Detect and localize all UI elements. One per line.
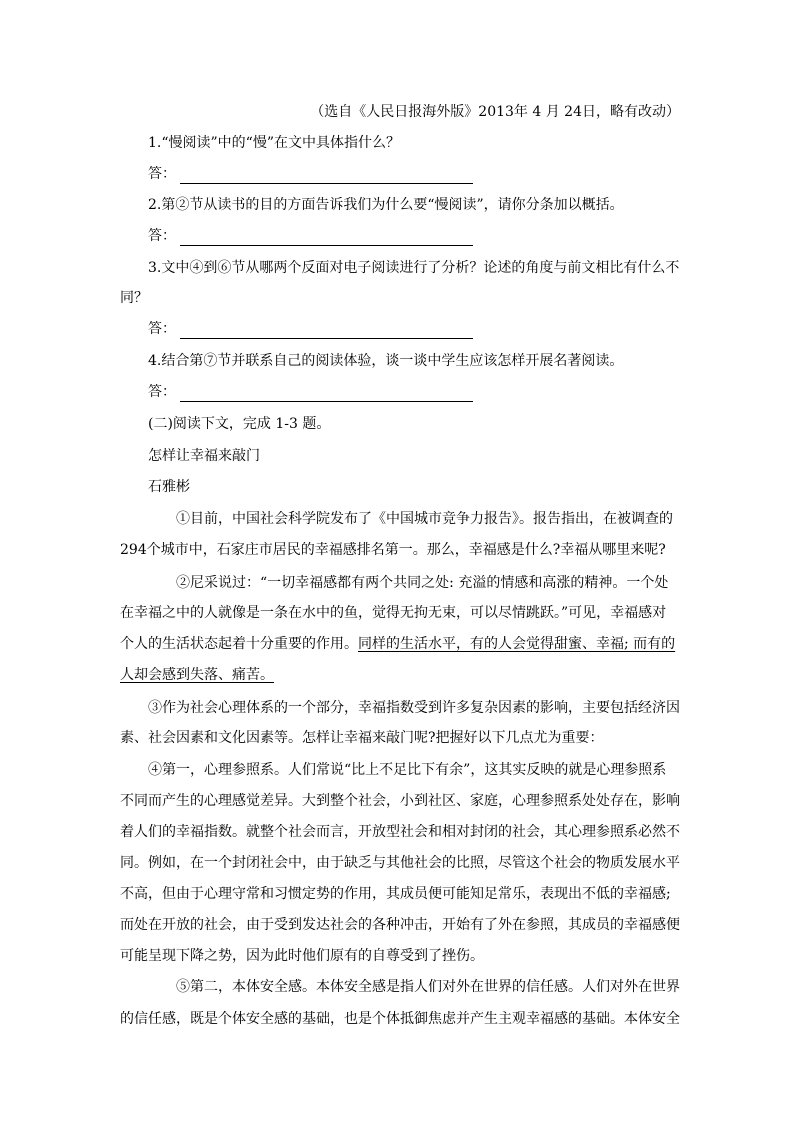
answer-1-row xyxy=(148,164,708,184)
question-3-line-1: 3.文中④到⑥节从哪两个反面对电子阅读进行了分析？论述的角度与前文相比有什么不 xyxy=(148,260,680,276)
paragraph-4-line-3: 着人们的幸福指数。就整个社会而言，开放型社会和相对封闭的社会，其心理参照系必然不 xyxy=(120,824,680,840)
question-2: 2.第②节从读书的目的方面告诉我们为什么要“慢阅读”，请你分条加以概括。 xyxy=(148,197,624,213)
answer-4-row xyxy=(148,382,708,402)
paragraph-4-line-1: ④第一，心理参照系。人们常说“比上不足比下有余”，这其实反映的就是心理参照系 xyxy=(148,762,667,778)
answer-2-row xyxy=(148,226,708,246)
paragraph-4-line-2: 不同而产生的心理感觉差异。大到整个社会，小到社区、家庭，心理参照系处处存在，影响 xyxy=(120,793,680,809)
answer-3-blank[interactable] xyxy=(180,322,473,339)
source-citation: （选自《人民日报海外版》2013年 4 月 24日，略有改动） xyxy=(310,104,680,120)
answer-1-blank[interactable] xyxy=(180,167,473,184)
paragraph-2-line-3 xyxy=(120,634,680,654)
section-2-instruction: (二)阅读下文，完成 1-3 题。 xyxy=(148,416,331,432)
paragraph-1-line-2: 294个城市中，石家庄市居民的幸福感排名第一。那么，幸福感是什么?幸福从哪里来呢? xyxy=(120,542,666,558)
answer-label: 答： xyxy=(148,384,176,400)
question-1: 1.“慢阅读”中的“慢”在文中具体指什么？ xyxy=(148,135,400,151)
paragraph-4-line-6: 而处在开放的社会，由于受到发达社会的各种冲击，开始有了外在参照，其成员的幸福感便 xyxy=(120,917,680,933)
answer-label: 答： xyxy=(148,321,176,337)
answer-label: 答： xyxy=(148,228,176,244)
paragraph-2-line-1: ②尼采说过：“一切幸福感都有两个共同之处: 充溢的情感和高涨的精神。一个处 xyxy=(176,575,669,591)
underlined-sentence: 同样的生活水平，有的人会觉得甜蜜、幸福; 而有的 xyxy=(358,636,676,652)
paragraph-4-line-5: 不高，但由于心理守常和习惯定势的作用，其成员便可能知足常乐，表现出不低的幸福感; xyxy=(120,886,671,902)
article-author: 石雅彬 xyxy=(148,479,190,495)
question-3-line-2: 同？ xyxy=(120,290,148,306)
answer-2-blank[interactable] xyxy=(180,229,473,246)
paragraph-2-line-4 xyxy=(120,665,680,685)
paragraph-4-line-7: 可能呈现下降之势，因为此时他们原有的自尊受到了挫伤。 xyxy=(120,948,484,964)
paragraph-5-line-1: ⑤第二，本体安全感。本体安全感是指人们对外在世界的信任感。人们对外在世界 xyxy=(176,979,680,995)
paragraph-4-line-4: 同。例如，在一个封闭社会中，由于缺乏与其他社会的比照，尽管这个社会的物质发展水平 xyxy=(120,855,680,871)
underlined-sentence-end: 人却会感到失落、痛苦。 xyxy=(120,667,274,683)
answer-4-blank[interactable] xyxy=(180,385,473,402)
answer-label: 答： xyxy=(148,166,176,182)
article-title: 怎样让幸福来敲门 xyxy=(148,448,260,464)
paragraph-1-line-1: ①目前，中国社会科学院发布了《中国城市竞争力报告》。报告指出，在被调查的 xyxy=(176,511,673,527)
question-4: 4.结合第⑦节并联系自己的阅读体验，谈一谈中学生应该怎样开展名著阅读。 xyxy=(148,353,624,369)
paragraph-2-text: 个人的生活状态起着十分重要的作用。 xyxy=(120,636,358,652)
paragraph-5-line-2: 的信任感，既是个体安全感的基础，也是个体抵御焦虑并产生主观幸福感的基础。本体安全 xyxy=(120,1011,680,1027)
paragraph-3-line-1: ③作为社会心理体系的一个部分，幸福指数受到许多复杂因素的影响，主要包括经济因 xyxy=(148,700,680,716)
answer-3-row xyxy=(148,319,708,339)
paragraph-3-line-2: 素、社会因素和文化因素等。怎样让幸福来敲门呢?把握好以下几点尤为重要： xyxy=(120,730,604,746)
paragraph-2-line-2: 在幸福之中的人就像是一条在水中的鱼，觉得无拘无束，可以尽情跳跃。”可见，幸福感对 xyxy=(120,605,667,621)
